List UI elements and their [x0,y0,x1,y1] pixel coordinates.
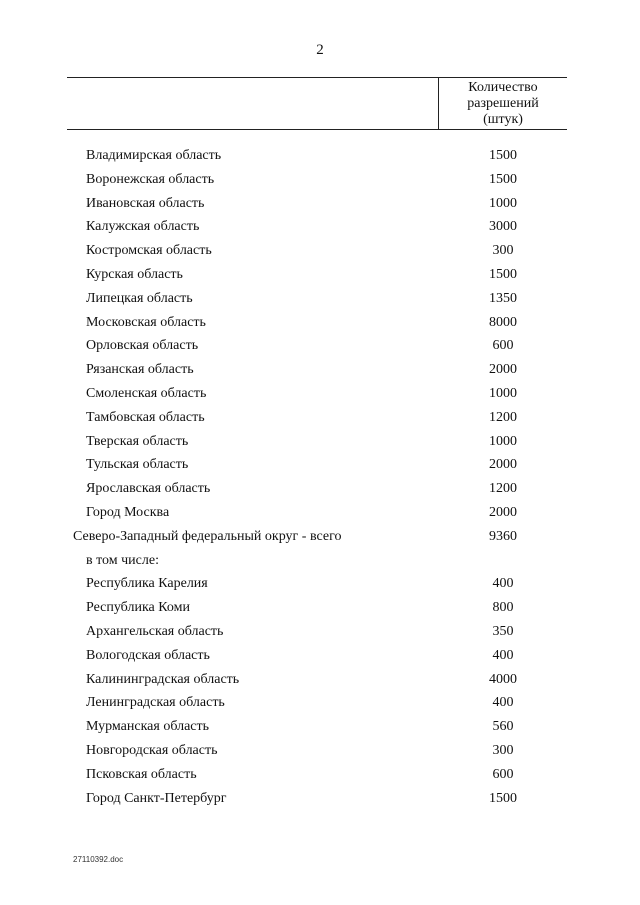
region-name: Московская область [86,314,206,330]
permit-count: 1500 [489,148,517,163]
table-row [0,691,640,715]
permit-count: 2000 [489,362,517,378]
region-name: Город Санкт-Петербург [86,790,227,806]
table-row [0,215,640,239]
table-row [0,287,640,311]
table-row [0,263,640,287]
permit-count: 400 [492,647,514,663]
permit-count: 1200 [489,409,517,425]
table-row [0,406,640,430]
region-name: Калининградская область [86,671,240,687]
table-row [0,334,640,358]
table-row [0,192,640,216]
page-number: 2 [316,42,324,58]
permit-count: 300 [492,243,514,259]
table-row [0,525,640,549]
table-row [0,572,640,596]
permit-count: 3000 [489,219,517,235]
permit-count: 1350 [489,290,517,306]
table-row [0,477,640,501]
table-row [0,453,640,477]
region-name: Северо-Западный федеральный округ - всего [73,528,342,544]
region-name: Вологодская область [86,647,210,663]
region-name: Смоленская область [86,385,207,401]
permit-count: 2000 [489,504,517,520]
permit-count: 8000 [489,314,517,330]
table-row [0,501,640,525]
region-name: Орловская область [86,338,199,354]
table-row [0,549,640,573]
region-name: Ярославская область [86,481,211,497]
permit-count: 560 [492,719,514,735]
table-row [0,787,640,811]
count-column-header [440,80,566,128]
permit-count: 9360 [489,528,517,544]
document-filename: 27110392.doc [73,855,124,864]
table-row [0,430,640,454]
table-row [0,358,640,382]
region-name: Калужская область [86,219,200,235]
count-header-line-1: Количество [468,80,538,95]
table-row [0,763,640,787]
region-name: в том числе: [86,552,159,568]
permit-count: 350 [492,623,514,639]
permit-count: 400 [492,695,514,711]
header-column-divider [438,77,439,129]
region-name: Тамбовская область [86,409,205,425]
region-name: Город Москва [86,504,170,520]
region-name: Архангельская область [86,623,224,639]
table-row [0,620,640,644]
permit-count: 1200 [489,481,517,497]
region-name: Владимирская область [86,148,222,163]
permit-count: 2000 [489,457,517,473]
region-name: Ленинградская область [86,695,225,711]
permit-count: 1000 [489,433,517,449]
region-name: Курская область [86,266,183,282]
count-header-line-3: (штук) [483,112,523,127]
table-row [0,382,640,406]
table-row [0,239,640,263]
region-name: Мурманская область [86,719,210,735]
region-name: Псковская область [86,766,197,782]
region-name: Тульская область [86,457,189,473]
table-row [0,144,640,168]
permit-count: 4000 [489,671,517,687]
permit-count: 1000 [489,385,517,401]
table-top-rule [67,77,567,78]
table-header-bottom-rule [67,129,567,130]
table-row [0,168,640,192]
region-name: Республика Коми [86,600,190,616]
permit-count: 1500 [489,266,517,282]
table-body [0,144,640,810]
permit-count: 600 [492,338,514,354]
permit-count: 400 [492,576,514,592]
count-header-line-2: разрешений [467,96,539,111]
table-row [0,715,640,739]
table-row [0,644,640,668]
region-name: Воронежская область [86,171,215,187]
region-name: Ивановская область [86,195,205,211]
permit-count: 800 [492,600,514,616]
table-row [0,596,640,620]
permit-count: 1500 [489,171,517,187]
table-row [0,311,640,335]
permit-count: 1500 [489,790,517,806]
region-name: Костромская область [86,243,212,259]
permit-count: 600 [492,766,514,782]
table-row [0,739,640,763]
permit-count: 1000 [489,195,517,211]
table-row [0,668,640,692]
region-name: Липецкая область [86,290,193,306]
permit-count: 300 [492,742,514,758]
region-name: Тверская область [86,433,189,449]
region-name: Новгородская область [86,742,218,758]
region-name: Рязанская область [86,362,194,378]
region-name: Республика Карелия [86,576,208,592]
